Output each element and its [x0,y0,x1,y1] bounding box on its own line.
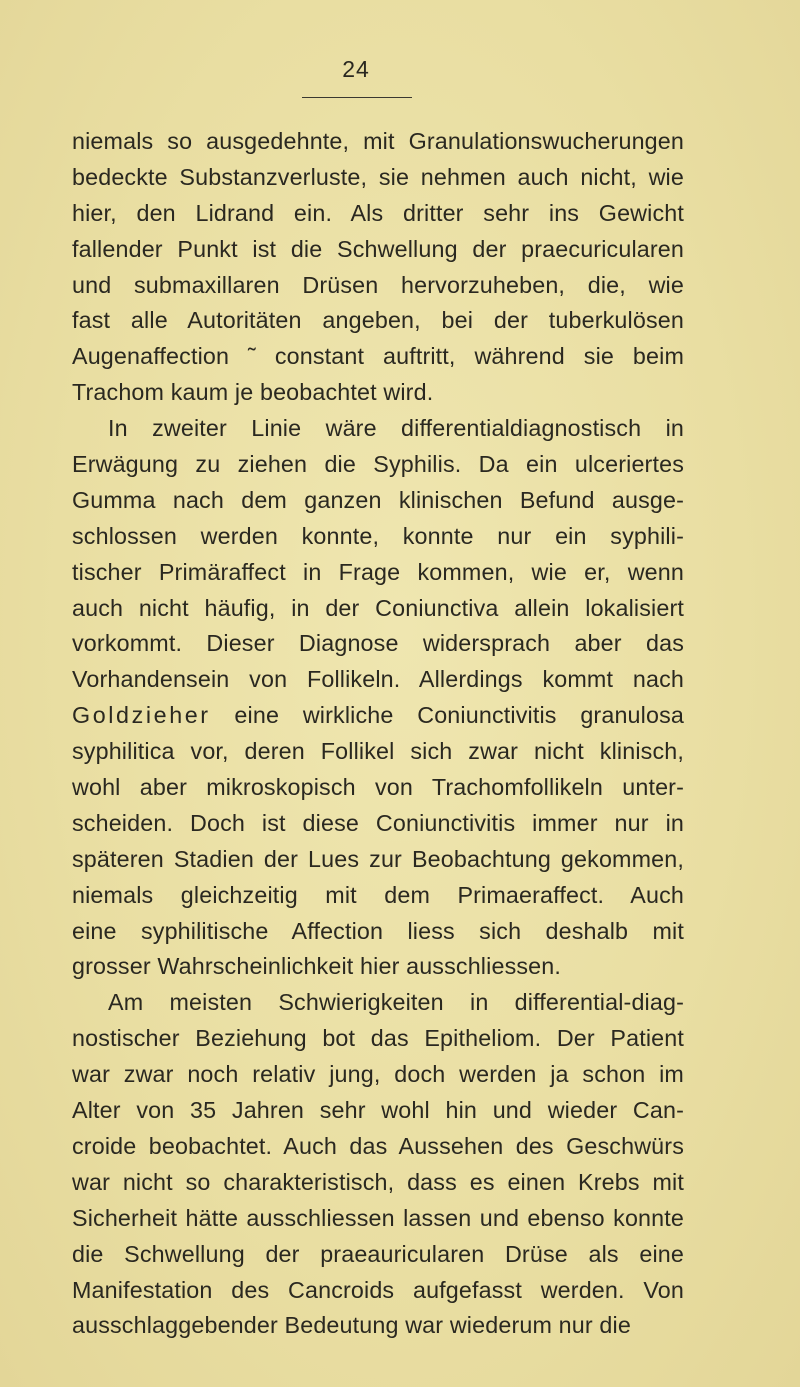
text-line: Goldzieher eine wirkliche Coniunctivitis granulosa [72,702,684,729]
text-line: bedeckte Substanzverluste, sie nehmen auch nicht, wie [72,163,684,190]
text-line: tischer Primäraffect in Frage kommen, wie er, wenn [72,558,684,585]
text-line: wohl aber mikroskopisch von Trachomfollikeln unter- [72,774,684,801]
text-line: In zweiter Linie wäre differentialdiagnostisch in [108,415,684,442]
page-number: 24 [342,56,370,82]
paragraph [72,124,684,411]
spaced-author-name: Goldzieher [72,702,211,729]
text-line: ausschlaggebender Bedeutung war wiederum nur die [72,1312,631,1339]
text-line: fallender Punkt ist die Schwellung der praecuricularen [72,235,684,262]
text-line: war nicht so charakteristisch, dass es einen Krebs mit [72,1168,684,1195]
text-line: Gumma nach dem ganzen klinischen Befund ausge- [72,486,684,513]
text-line: scheiden. Doch ist diese Coniunctivitis immer nur in [72,809,684,836]
text-line: Sicherheit hätte ausschliessen lassen und ebenso konnte [72,1204,684,1231]
text-line: Erwägung zu ziehen die Syphilis. Da ein ulceriertes [72,451,684,478]
text-line: Vorhandensein von Follikeln. Allerdings kommt nach [72,666,684,693]
text-line: Augenaffection ˜ constant auftritt, während sie beim [72,343,684,370]
text-line: eine syphilitische Affection liess sich deshalb mit [72,917,684,944]
text-line: auch nicht häufig, in der Coniunctiva allein lokalisiert [72,594,684,621]
text-line: niemals so ausgedehnte, mit Granulationswucherungen [72,128,684,154]
paragraph [72,985,684,1344]
text-line: späteren Stadien der Lues zur Beobachtung gekommen, [72,845,684,872]
text-line: nostischer Beziehung bot das Epitheliom. Der Patient [72,1025,684,1052]
text-line: schlossen werden konnte, konnte nur ein syphili- [72,522,684,549]
text-line: grosser Wahrscheinlichkeit hier ausschliessen. [72,953,562,980]
text-line: die Schwellung der praeauricularen Drüse als eine [72,1240,684,1267]
page-number-rule [302,97,412,98]
text-line: fast alle Autoritäten angeben, bei der tuberkulösen [72,307,684,334]
text-line: Manifestation des Cancroids aufgefasst werden. Von [72,1276,684,1303]
body-text [72,124,684,1344]
text-line: syphilitica vor, deren Follikel sich zwar nicht klinisch, [72,738,684,765]
text-line: vorkommt. Dieser Diagnose widersprach aber das [72,630,684,657]
text-line: niemals gleichzeitig mit dem Primaeraffect. Auch [72,881,684,908]
text-line: Trachom kaum je beobachtet wird. [72,379,434,406]
text-line: und submaxillaren Drüsen hervorzuheben, die, wie [72,271,684,298]
paragraph [72,411,684,985]
text-line: croide beobachtet. Auch das Aussehen des Geschwürs [72,1132,684,1159]
text-line: Am meisten Schwierigkeiten in differential-diag- [108,989,684,1016]
text-line: Alter von 35 Jahren sehr wohl hin und wieder Can- [72,1097,684,1124]
text-line: hier, den Lidrand ein. Als dritter sehr ins Gewicht [72,199,684,226]
text-line: war zwar noch relativ jung, doch werden ja schon im [72,1061,684,1088]
